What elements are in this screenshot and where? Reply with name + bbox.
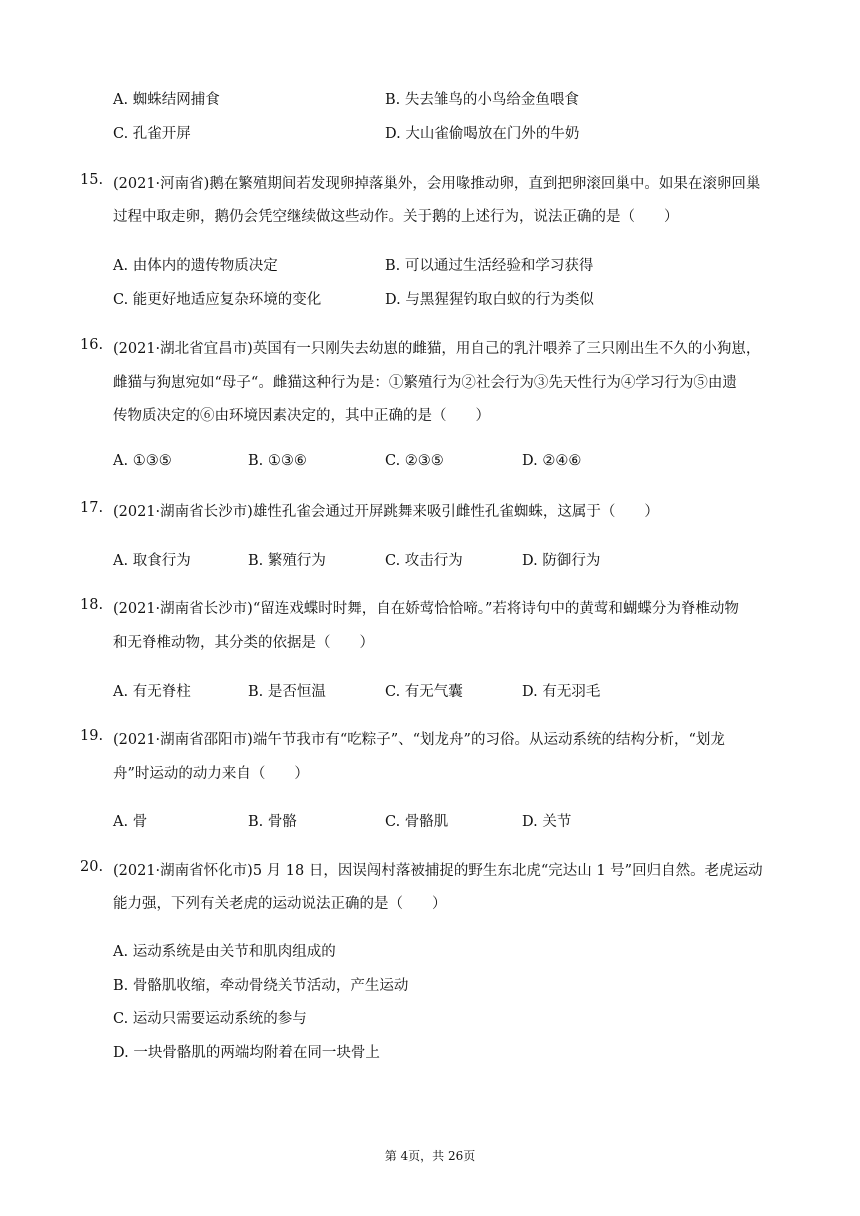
q16-option-d: D. ②④⑥ [522, 453, 582, 469]
q15-number: 15. [80, 172, 104, 188]
q20-option-c: C. 运动只需要运动系统的参与 [113, 1011, 307, 1027]
q20-number: 20. [80, 859, 104, 875]
q16-stem-line1: (2021·湖北省宜昌市)英国有一只刚失去幼崽的雌猫，用自己的乳汁喂养了三只刚出生不久的小狗崽， [113, 341, 761, 357]
q17-option-d: D. 防御行为 [522, 553, 601, 569]
q14-option-d: D. 大山雀偷喝放在门外的牛奶 [385, 126, 580, 142]
page-footer: 第 4页，共 26页 [384, 1149, 476, 1163]
q17-option-a: A. 取食行为 [113, 553, 191, 569]
q16-stem-line2: 雌猫与狗崽宛如“母子“。雌猫这种行为是：①繁殖行为②社会行为③先天性行为④学习行为⑤由遗 [113, 375, 737, 391]
q20-option-a: A. 运动系统是由关节和肌肉组成的 [113, 944, 336, 960]
q20-option-b: B. 骨骼肌收缩，牵动骨绕关节活动，产生运动 [113, 978, 409, 994]
q18-option-c: C. 有无气囊 [385, 684, 463, 700]
q19-option-b: B. 骨骼 [248, 814, 297, 830]
q20-option-d: D. 一块骨骼肌的两端均附着在同一块骨上 [113, 1045, 380, 1061]
q16-stem-line3: 传物质决定的⑥由环境因素决定的，其中正确的是（ ） [113, 408, 490, 424]
q15-option-d: D. 与黑猩猩钓取白蚁的行为类似 [385, 292, 594, 308]
q16-option-b: B. ①③⑥ [248, 453, 307, 469]
q19-option-c: C. 骨骼肌 [385, 814, 449, 830]
q17-number: 17. [80, 500, 104, 516]
q17-stem-line1: (2021·湖南省长沙市)雄性孔雀会通过开屏跳舞来吸引雌性孔雀蜘蛛，这属于（ ） [113, 504, 659, 520]
q17-option-c: C. 攻击行为 [385, 553, 463, 569]
q14-option-a: A. 蜘蛛结网捕食 [113, 92, 220, 108]
q18-option-a: A. 有无脊柱 [113, 684, 191, 700]
q15-stem-line1: (2021·河南省)鹅在繁殖期间若发现卵掉落巢外，会用喙推动卵，直到把卵滚回巢中。如果在滚卵回巢 [113, 176, 761, 192]
q15-option-a: A. 由体内的遗传物质决定 [113, 258, 278, 274]
q16-number: 16. [80, 337, 104, 353]
q19-stem-line2: 舟”时运动的动力来自（ ） [113, 766, 309, 782]
q15-option-b: B. 可以通过生活经验和学习获得 [385, 258, 594, 274]
q19-option-d: D. 关节 [522, 814, 572, 830]
q18-number: 18. [80, 597, 104, 613]
q18-option-d: D. 有无羽毛 [522, 684, 601, 700]
q20-stem-line2: 能力强，下列有关老虎的运动说法正确的是（ ） [113, 896, 447, 912]
q18-stem-line2: 和无脊椎动物，其分类的依据是（ ） [113, 635, 374, 651]
q18-option-b: B. 是否恒温 [248, 684, 326, 700]
q19-stem-line1: (2021·湖南省邵阳市)端午节我市有“吃粽子”、“划龙舟”的习俗。从运动系统的结构分析，“划龙 [113, 732, 725, 748]
q19-number: 19. [80, 728, 104, 744]
q19-option-a: A. 骨 [113, 814, 148, 830]
q15-option-c: C. 能更好地适应复杂环境的变化 [113, 292, 322, 308]
q20-stem-line1: (2021·湖南省怀化市)5 月 18 日，因误闯村落被捕捉的野生东北虎“完达山 1 号”回归自然。老虎运动 [113, 863, 763, 879]
q18-stem-line1: (2021·湖南省长沙市)“留连戏蝶时时舞，自在娇莺恰恰啼。”若将诗句中的黄莺和蝴蝶分为脊椎动物 [113, 601, 739, 617]
q15-stem-line2: 过程中取走卵，鹅仍会凭空继续做这些动作。关于鹅的上述行为，说法正确的是（ ） [113, 209, 679, 225]
q14-option-c: C. 孔雀开屏 [113, 126, 191, 142]
q14-option-b: B. 失去雏鸟的小鸟给金鱼喂食 [385, 92, 579, 108]
q16-option-c: C. ②③⑤ [385, 453, 444, 469]
q16-option-a: A. ①③⑤ [113, 453, 172, 469]
q17-option-b: B. 繁殖行为 [248, 553, 326, 569]
